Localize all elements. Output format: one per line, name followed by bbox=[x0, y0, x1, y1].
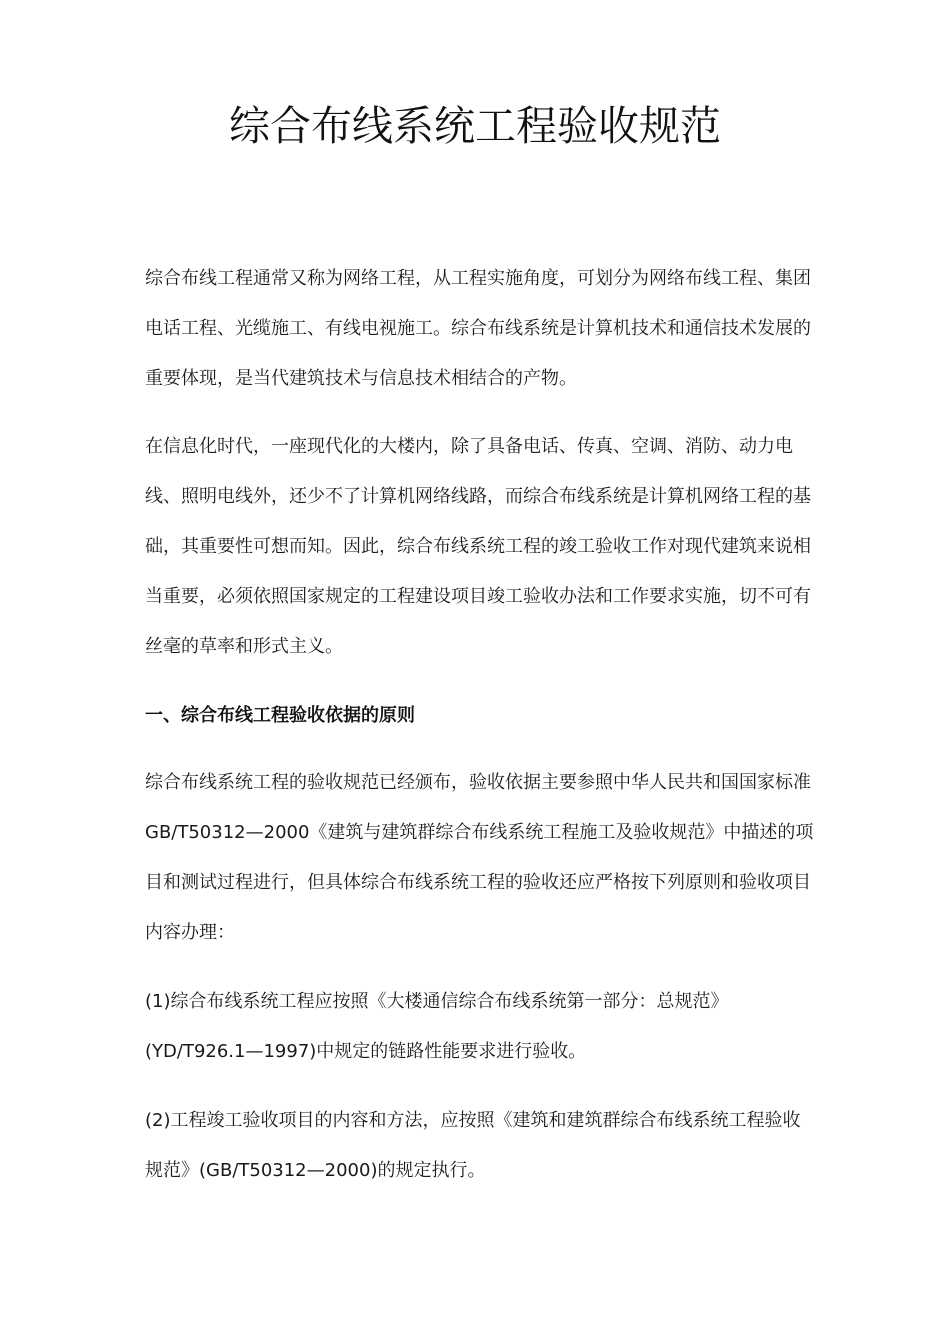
document-title: 综合布线系统工程验收规范 bbox=[229, 102, 721, 150]
paragraph-importance: 在信息化时代，一座现代化的大楼内，除了具备电话、传真、空调、消防、动力电线、照明电线外，还少不了计算机网络线路，而综合布线系统是计算机网络工程的基础，其重要性可想而知。因此，综合布线系统工程的竣工验收工作对现代建筑来说相当重要，必须依照国家规定的工程建设项目竣工验收办法和工作要求实施，切不可有丝毫的草率和形式主义。 bbox=[145, 436, 811, 657]
list-item-1: (1)综合布线系统工程应按照《大楼通信综合布线系统第一部分：总规范》(YD/T926.1—1997)中规定的链路性能要求进行验收。 bbox=[145, 991, 729, 1062]
paragraph-intro: 综合布线工程通常又称为网络工程，从工程实施角度，可划分为网络布线工程、集团电话工程、光缆施工、有线电视施工。综合布线系统是计算机技术和通信技术发展的重要体现，是当代建筑技术与信息技术相结合的产物。 bbox=[145, 268, 811, 389]
list-item-2: (2)工程竣工验收项目的内容和方法，应按照《建筑和建筑群综合布线系统工程验收规范》(GB/T50312—2000)的规定执行。 bbox=[145, 1110, 801, 1181]
section-heading-principles: 一、综合布线工程验收依据的原则 bbox=[145, 705, 415, 726]
paragraph-section1-intro: 综合布线系统工程的验收规范已经颁布，验收依据主要参照中华人民共和国国家标准 GB/T50312—2000《建筑与建筑群综合布线系统工程施工及验收规范》中描述的项目和测试过程进行，但具体综合布线系统工程的验收还应严格按下列原则和验收项目内容办理： bbox=[145, 772, 814, 943]
